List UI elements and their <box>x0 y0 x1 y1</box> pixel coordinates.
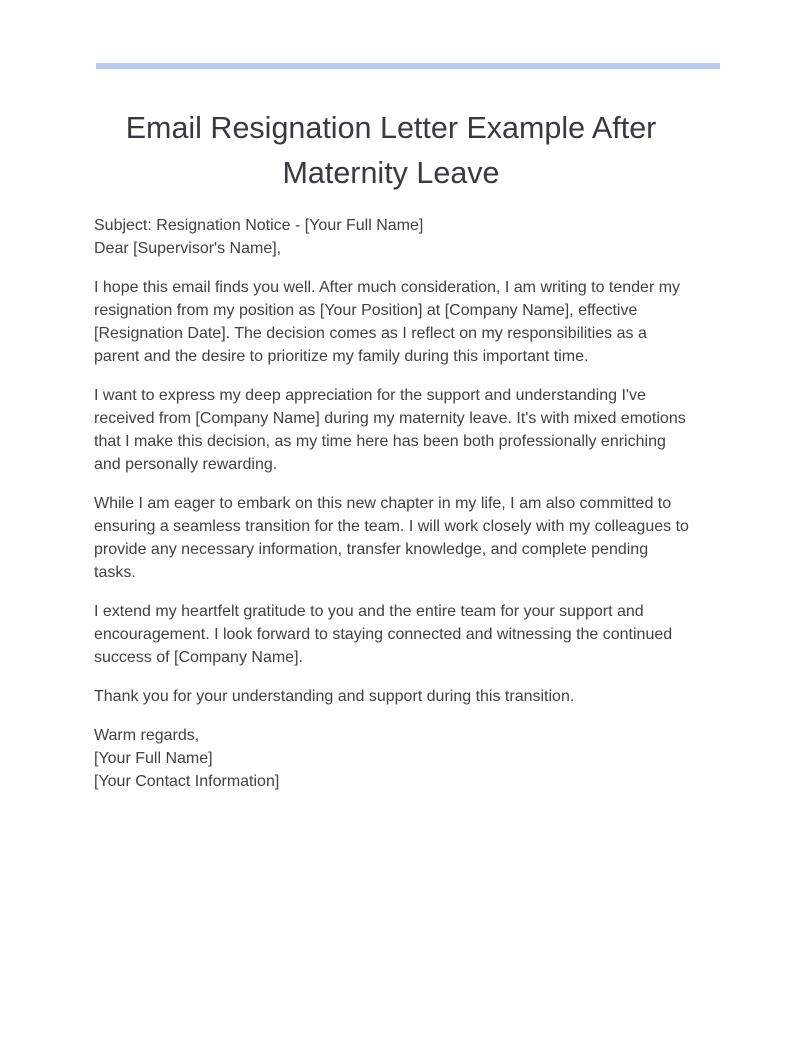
paragraph-1: I hope this email finds you well. After much consideration, I am writing to tender my resignation from my position as [Your Position] at [Company Name], effective [Resignation Date]. The decision comes as I reflect on my responsibilities as a parent and the desire to prioritize my family during this important time. <box>94 279 681 365</box>
signature-name: [Your Full Name] <box>94 750 213 767</box>
header-accent-rule <box>96 63 720 69</box>
signature-block <box>94 724 694 793</box>
paragraph-3: While I am eager to embark on this new chapter in my life, I am also committed to ensuring a seamless transition for the team. I will work closely with my colleagues to provide any necessary information, transfer knowledge, and complete pending tasks. <box>94 495 689 581</box>
paragraph-5: Thank you for your understanding and support during this transition. <box>94 688 575 705</box>
paragraph-4: I extend my heartfelt gratitude to you and the entire team for your support and encouragement. I look forward to staying connected and witnessing the continued success of [Company Name]. <box>94 603 673 666</box>
closing: Warm regards, <box>94 727 200 744</box>
email-subject: Subject: Resignation Notice - [Your Full Name] <box>94 217 424 234</box>
letter-body <box>94 214 694 809</box>
letter-header <box>94 214 694 260</box>
signature-contact: [Your Contact Information] <box>94 773 280 790</box>
page-title: Email Resignation Letter Example After Maternity Leave <box>125 111 657 190</box>
salutation: Dear [Supervisor's Name], <box>94 240 282 257</box>
paragraph-2: I want to express my deep appreciation for the support and understanding I've received from [Company Name] during my maternity leave. It's with mixed emotions that I make this decision, as my time here has been both professionally enriching and personally rewarding. <box>94 387 686 473</box>
